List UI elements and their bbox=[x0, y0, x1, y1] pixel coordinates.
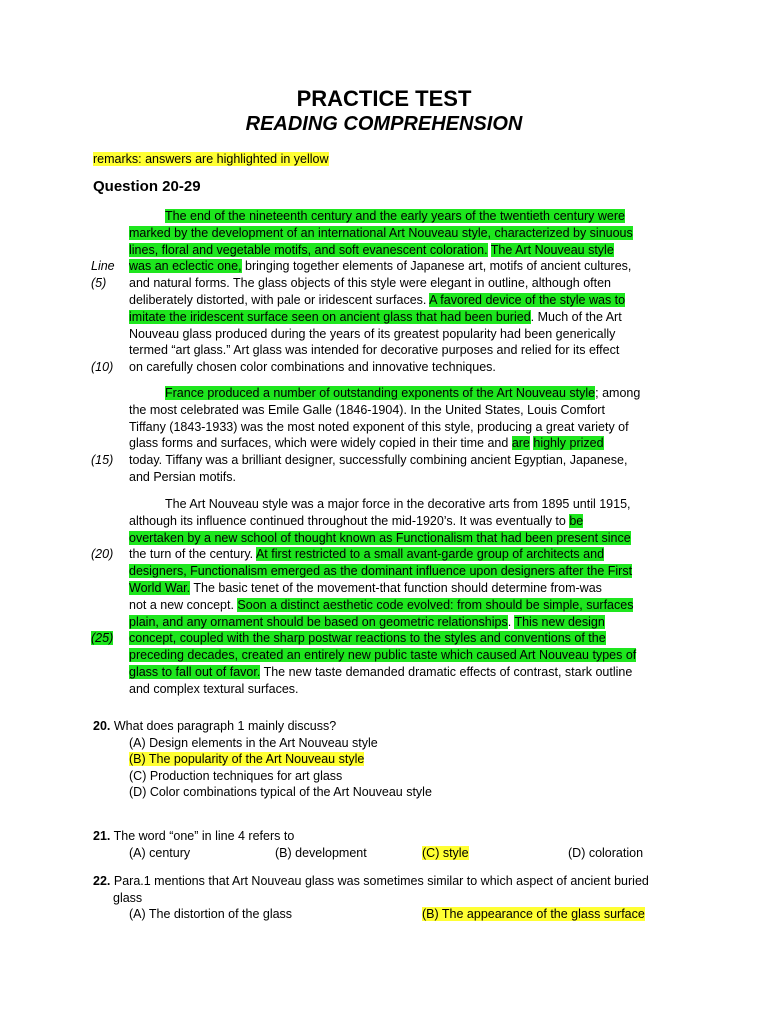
highlighted-text: The end of the nineteenth century and the early years of the twentieth century were bbox=[165, 209, 626, 223]
correct-answer: (C) style bbox=[422, 845, 469, 860]
passage-line bbox=[129, 563, 659, 580]
answer-option[interactable] bbox=[129, 906, 292, 923]
highlighted-text: marked by the development of an international Art Nouveau style, characterized by sinuous bbox=[129, 225, 633, 240]
question-range-heading: Question 20-29 bbox=[93, 178, 201, 195]
passage-text: The Art Nouveau style was a major force in the decorative arts from 1895 until 1915, bbox=[165, 497, 631, 511]
answer-text: (D) Color combinations typical of the Art Nouveau style bbox=[129, 785, 432, 800]
highlighted-text: was an eclectic one, bbox=[129, 259, 242, 274]
passage-line bbox=[129, 469, 659, 486]
question-prompt-continued: glass bbox=[113, 890, 143, 905]
line-number-text: (20) bbox=[91, 547, 114, 562]
line-number-text: (10) bbox=[91, 360, 114, 375]
answer-option-row bbox=[93, 906, 673, 923]
passage-text: . Much of the Art bbox=[530, 309, 622, 324]
question-text: The word “one” in line 4 refers to bbox=[110, 829, 295, 843]
highlighted-text: A favored device of the style was to bbox=[429, 292, 626, 307]
remarks-note: remarks: answers are highlighted in yellow bbox=[93, 152, 329, 166]
answer-text: (A) century bbox=[129, 845, 191, 860]
passage-line bbox=[129, 513, 659, 530]
answer-option[interactable] bbox=[275, 845, 367, 862]
answer-option[interactable] bbox=[93, 735, 673, 752]
line-number bbox=[91, 275, 106, 292]
question-prompt bbox=[93, 873, 673, 890]
highlighted-text: overtaken by a new school of thought known as Functionalism that had been present since bbox=[129, 530, 631, 545]
highlighted-text: be bbox=[569, 513, 584, 528]
question-prompt bbox=[93, 828, 673, 845]
passage-text: on carefully chosen color combinations and innovative techniques. bbox=[129, 360, 496, 375]
answer-text: (A) Design elements in the Art Nouveau style bbox=[129, 735, 378, 750]
passage-line bbox=[129, 402, 659, 419]
line-number bbox=[91, 630, 113, 647]
answer-option[interactable] bbox=[93, 768, 673, 785]
passage-line bbox=[129, 342, 659, 359]
passage-paragraph bbox=[91, 385, 659, 486]
passage-line bbox=[129, 225, 659, 242]
line-number-text: (5) bbox=[91, 276, 107, 291]
passage-text: and natural forms. The glass objects of this style were elegant in outline, although often bbox=[129, 276, 612, 291]
passage-line bbox=[91, 546, 659, 563]
passage-text: The new taste demanded dramatic effects of contrast, stark outline bbox=[260, 664, 633, 679]
line-number bbox=[91, 359, 113, 376]
passage-line bbox=[129, 597, 659, 614]
page-subtitle: READING COMPREHENSION bbox=[245, 113, 523, 135]
passage-line bbox=[91, 359, 659, 376]
highlighted-text: plain, and any ornament should be based on geometric relationships bbox=[129, 614, 508, 629]
line-number bbox=[91, 258, 115, 275]
passage-line bbox=[91, 258, 659, 275]
passage-line bbox=[129, 309, 659, 326]
passage-text: The basic tenet of the movement-that function should determine from-was bbox=[190, 580, 602, 595]
passage-text: Nouveau glass produced during the years of its greatest popularity had been generically bbox=[129, 326, 616, 341]
highlighted-text: World War. bbox=[129, 580, 191, 595]
line-number bbox=[91, 452, 113, 469]
line-number bbox=[91, 546, 113, 563]
answer-text: (B) development bbox=[275, 845, 367, 860]
passage-line bbox=[129, 208, 659, 225]
passage-text: and complex textural surfaces. bbox=[129, 681, 299, 696]
passage-text: today. Tiffany was a brilliant designer, successfully combining ancient Egyptian, Japanese, bbox=[129, 453, 628, 468]
highlighted-text: highly prized bbox=[533, 436, 604, 451]
passage-text: although its influence continued throughout the mid-1920’s. It was eventually to bbox=[129, 513, 570, 528]
passage-text: termed “art glass.” Art glass was intended for decorative purposes and relied for its effect bbox=[129, 343, 620, 358]
passage-line bbox=[129, 664, 659, 681]
correct-answer: (B) The popularity of the Art Nouveau style bbox=[129, 752, 365, 767]
answer-option[interactable] bbox=[568, 845, 643, 862]
highlighted-text: concept, coupled with the sharp postwar reactions to the styles and conventions of the bbox=[129, 631, 606, 646]
correct-answer: (B) The appearance of the glass surface bbox=[422, 907, 645, 922]
passage-text: deliberately distorted, with pale or iridescent surfaces. bbox=[129, 292, 430, 307]
passage-text: and Persian motifs. bbox=[129, 469, 236, 484]
answer-option[interactable] bbox=[422, 906, 645, 923]
question-22 bbox=[93, 873, 673, 923]
passage-line bbox=[129, 385, 659, 402]
answer-option[interactable] bbox=[422, 845, 469, 862]
passage-line bbox=[129, 647, 659, 664]
passage-text: glass forms and surfaces, which were widely copied in their time and bbox=[129, 436, 512, 451]
highlighted-text: At first restricted to a small avant-garde group of architects and bbox=[255, 547, 605, 562]
question-number: 22. bbox=[93, 874, 111, 888]
passage-line bbox=[129, 681, 659, 698]
answer-text: (A) The distortion of the glass bbox=[129, 907, 293, 922]
highlighted-text: imitate the iridescent surface seen on ancient glass that had been buried bbox=[129, 309, 531, 324]
passage-text: Tiffany (1843-1933) was the most noted exponent of this style, producing a great variety of bbox=[129, 419, 629, 434]
highlighted-text: The Art Nouveau style bbox=[490, 242, 614, 257]
highlighted-text: This new design bbox=[514, 614, 605, 629]
answer-text: (C) Production techniques for art glass bbox=[129, 768, 343, 783]
passage-text: the most celebrated was Emile Galle (1846-1904). In the United States, Louis Comfort bbox=[129, 402, 605, 417]
passage-line bbox=[129, 326, 659, 343]
passage-line bbox=[129, 419, 659, 436]
line-number-text: (15) bbox=[91, 453, 114, 468]
highlighted-text: lines, floral and vegetable motifs, and soft evanescent coloration. bbox=[129, 242, 488, 257]
question-number: 21. bbox=[93, 829, 111, 843]
question-20 bbox=[93, 718, 673, 801]
passage-text: . bbox=[507, 614, 515, 629]
passage-text: ; among bbox=[595, 386, 641, 400]
answer-text: (D) coloration bbox=[568, 845, 644, 860]
highlighted-text: designers, Functionalism emerged as the dominant influence upon designers after the First bbox=[129, 564, 633, 579]
line-number-text: (25) bbox=[91, 631, 114, 646]
answer-option[interactable] bbox=[93, 751, 673, 768]
passage-line bbox=[129, 292, 659, 309]
passage-text: not a new concept. bbox=[129, 597, 238, 612]
question-text: Para.1 mentions that Art Nouveau glass was sometimes similar to which aspect of ancient buried bbox=[110, 874, 649, 888]
passage-text: the turn of the century. bbox=[129, 547, 256, 562]
highlighted-text: are bbox=[511, 436, 530, 451]
passage-line bbox=[129, 242, 659, 259]
answer-option[interactable] bbox=[93, 784, 673, 801]
passage-paragraph bbox=[91, 496, 659, 698]
highlighted-text: Soon a distinct aesthetic code evolved: from should be simple, surfaces bbox=[237, 597, 634, 612]
question-prompt bbox=[93, 718, 673, 735]
passage-line bbox=[129, 530, 659, 547]
highlighted-text: France produced a number of outstanding exponents of the Art Nouveau style bbox=[165, 386, 596, 400]
line-number-text: Line bbox=[91, 259, 115, 274]
answer-option[interactable] bbox=[129, 845, 190, 862]
passage-line bbox=[129, 435, 659, 452]
highlighted-text: glass to fall out of favor. bbox=[129, 664, 261, 679]
question-21 bbox=[93, 828, 673, 861]
question-text: What does paragraph 1 mainly discuss? bbox=[110, 719, 337, 733]
highlighted-text: preceding decades, created an entirely new public taste which caused Art Nouveau types of bbox=[129, 648, 637, 663]
passage-line bbox=[129, 496, 659, 513]
passage-line bbox=[129, 580, 659, 597]
passage-line bbox=[129, 614, 659, 631]
passage-line bbox=[91, 275, 659, 292]
passage-paragraph bbox=[91, 208, 659, 376]
answer-option-row bbox=[93, 845, 673, 862]
passage-line bbox=[91, 452, 659, 469]
page-title: PRACTICE TEST bbox=[296, 86, 472, 111]
passage-text: bringing together elements of Japanese art, motifs of ancient cultures, bbox=[241, 259, 632, 274]
passage-line bbox=[91, 630, 659, 647]
question-number: 20. bbox=[93, 719, 111, 733]
